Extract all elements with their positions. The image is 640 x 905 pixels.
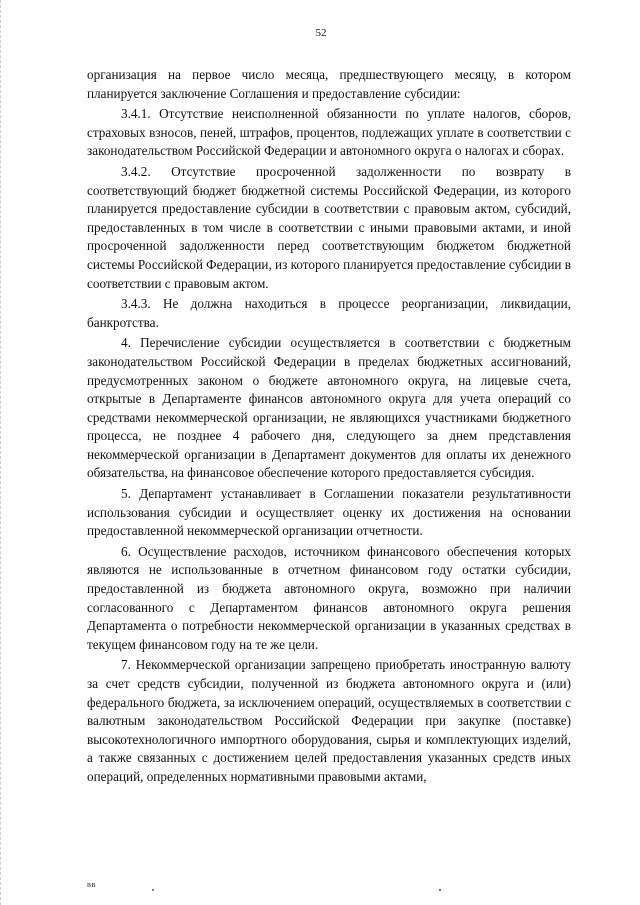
- paragraph-5: 5. Департамент устанавливает в Соглашении показатели результативности использования субсидии и осуществляет оценку их достижения на основании предоставленной некоммерческой организации отчетности.: [87, 486, 571, 539]
- paragraph-4: 4. Перечисление субсидии осуществляется в соответствии с бюджетным законодательством Российской Федерации в пределах бюджетных ассигнований, предусмотренных законом о бюджете автономного округа, на лицевые счета, открытые в Департаменте финансов автономного округа для учета операций со средствами некоммерческой организации, не являющихся участниками бюджетного процесса, не позднее 4 рабочего дня, следующего за днем представления некоммерческой организации в Департамент документов для оплаты их денежного обязательства, на финансовое обеспечение которого предоставляется субсидия.: [87, 335, 571, 481]
- scan-speck: [439, 889, 441, 891]
- page-number: 52: [315, 27, 327, 39]
- document-body: [87, 66, 571, 789]
- footer-initials: ВВ: [87, 883, 97, 889]
- scan-speck: [152, 889, 154, 891]
- paragraph-3-4-2: 3.4.2. Отсутствие просроченной задолженности по возврату в соответствующий бюджет бюджетной системы Российской Федерации, из которого планируется предоставление субсидии в соответствии с правовым актом, субсидий, предоставленных в том числе в соответствии с иными правовыми актами, и иной просроченной задолженности перед соответствующим бюджетом бюджетной системы Российской Федерации, из которого планируется предоставление субсидии в соответствии с правовым актом.: [87, 163, 571, 291]
- paragraph-7: 7. Некоммерческой организации запрещено приобретать иностранную валюту за счет средств субсидии, полученной из бюджета автономного округа и (или) федерального бюджета, за исключением операций, осуществляемых в соответствии с валютным законодательством Российской Федерации при закупке (поставке) высокотехнологичного импортного оборудования, сырья и комплектующих изделий, а также связанных с достижением целей предоставления указанных средств иных операций, определенных нормативными правовыми актами,: [87, 657, 571, 784]
- paragraph-3-4-3: 3.4.3. Не должна находиться в процессе реорганизации, ликвидации, банкротства.: [87, 296, 571, 330]
- paragraph-continuation: организация на первое число месяца, предшествующего месяцу, в котором планируется заключение Соглашения и предоставление субсидии:: [87, 67, 571, 101]
- paragraph-3-4-1: 3.4.1. Отсутствие неисполненной обязанности по уплате налогов, сборов, страховых взносов, пеней, штрафов, процентов, подлежащих уплате в соответствии с законодательством Российской Федерации и автономного округа о налогах и сборах.: [87, 106, 571, 159]
- paragraph-6: 6. Осуществление расходов, источником финансового обеспечения которых являются не использованные в отчетном финансовом году остатки субсидии, предоставленной из бюджета автономного округа, возможно при наличии согласованного с Департаментом финансов автономного округа решения Департамента о потребности некоммерческой организации в указанных средствах в текущем финансовом году на те же цели.: [87, 543, 571, 652]
